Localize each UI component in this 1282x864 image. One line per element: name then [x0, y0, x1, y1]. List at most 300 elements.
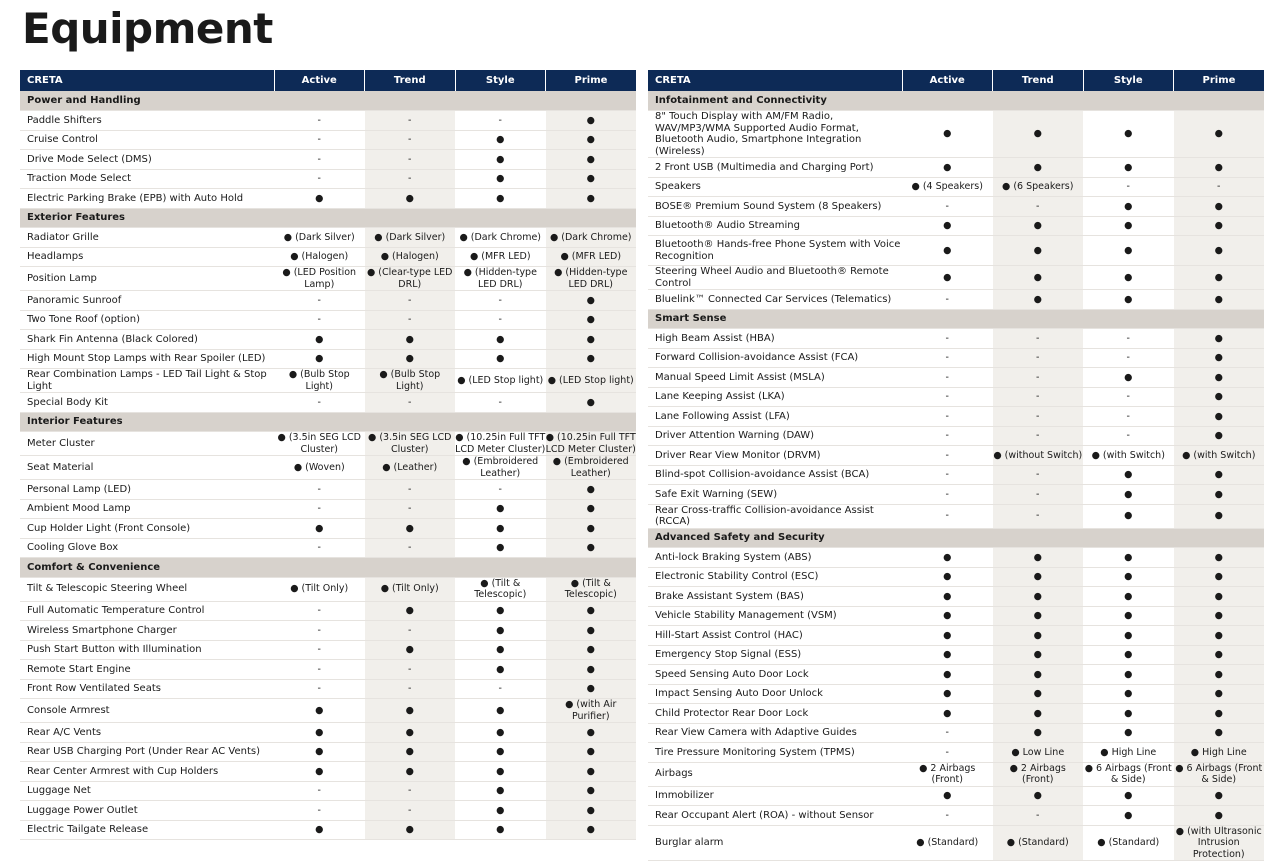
table-row [20, 393, 636, 413]
table-row [648, 762, 1264, 786]
feature-value: - [1083, 348, 1174, 368]
feature-value: ● [546, 820, 637, 840]
feature-value: ● (Halogen) [274, 247, 365, 267]
table-row [648, 111, 1264, 158]
table-row [20, 499, 636, 519]
feature-value: - [993, 197, 1084, 217]
feature-value: ● [546, 538, 637, 558]
feature-value: ● (Tilt Only) [365, 577, 456, 601]
feature-value: ● [1083, 236, 1174, 266]
feature-value: ● [902, 158, 993, 178]
feature-value: ● (3.5in SEG LCD Cluster) [274, 432, 365, 456]
table-row [648, 606, 1264, 626]
feature-value: ● [365, 742, 456, 762]
feature-value: ● 6 Airbags (Front & Side) [1175, 762, 1263, 785]
feature-value: - [274, 660, 365, 680]
feature-value: ● [546, 679, 637, 699]
feature-value: ● [1083, 626, 1174, 646]
feature-value: ● [1174, 567, 1265, 587]
table-row [20, 150, 636, 170]
feature-value: ● [1174, 111, 1265, 158]
feature-value: ● [902, 266, 993, 290]
table-row [20, 801, 636, 821]
table-row [648, 485, 1264, 505]
table-row [648, 387, 1264, 407]
feature-value: ● [1083, 587, 1174, 607]
feature-value: ● [1174, 587, 1265, 607]
feature-value: ● [993, 216, 1084, 236]
table-row [648, 626, 1264, 646]
header-trim: Prime [1174, 70, 1265, 91]
table-row [20, 228, 636, 248]
feature-value: ● [546, 393, 637, 413]
table-row [20, 577, 636, 601]
feature-value: ● (Standard) [1083, 825, 1174, 861]
header-trim: Prime [546, 70, 637, 91]
feature-value: - [365, 393, 456, 413]
feature-value: - [274, 130, 365, 150]
feature-value: ● (4 Speakers) [902, 177, 993, 197]
feature-value: - [1083, 387, 1174, 407]
feature-value: ● [546, 723, 637, 743]
feature-name: Safe Exit Warning (SEW) [648, 485, 902, 505]
feature-value: - [274, 169, 365, 189]
feature-value: ● [455, 820, 546, 840]
feature-value: - [274, 291, 365, 311]
feature-value: - [455, 111, 546, 131]
table-row [20, 456, 636, 480]
feature-value: ● [455, 660, 546, 680]
feature-value: - [902, 743, 993, 763]
feature-value: ● [274, 699, 365, 723]
feature-value: - [993, 806, 1084, 826]
table-row [648, 266, 1264, 290]
feature-value: ● (LED Stop light) [455, 369, 546, 393]
feature-value: ● [902, 645, 993, 665]
feature-value: ● [455, 169, 546, 189]
feature-name: Full Automatic Temperature Control [20, 601, 274, 621]
feature-value: ● [455, 130, 546, 150]
feature-value: - [902, 465, 993, 485]
feature-name: Electric Tailgate Release [20, 820, 274, 840]
feature-value: - [1174, 177, 1265, 197]
feature-value: ● [455, 330, 546, 350]
table-row [20, 723, 636, 743]
header-trim: Trend [365, 70, 456, 91]
feature-name: Traction Mode Select [20, 169, 274, 189]
section-header [20, 412, 636, 432]
feature-value: ● [365, 699, 456, 723]
feature-value: - [274, 499, 365, 519]
feature-value: - [993, 329, 1084, 349]
feature-value: ● [1083, 606, 1174, 626]
feature-name: High Beam Assist (HBA) [648, 329, 902, 349]
table-row [648, 177, 1264, 197]
table-row [20, 310, 636, 330]
feature-value: - [274, 601, 365, 621]
feature-name: Remote Start Engine [20, 660, 274, 680]
section-title: Power and Handling [20, 91, 636, 111]
feature-name: Cruise Control [20, 130, 274, 150]
table-row [648, 426, 1264, 446]
feature-value: ● [546, 499, 637, 519]
feature-value: ● [902, 216, 993, 236]
feature-value: - [993, 426, 1084, 446]
feature-value: ● [1174, 626, 1265, 646]
feature-value: - [365, 660, 456, 680]
feature-value: ● [1174, 548, 1265, 568]
feature-value: ● [274, 723, 365, 743]
table-row [20, 291, 636, 311]
feature-value: ● [1083, 368, 1174, 388]
feature-name: Special Body Kit [20, 393, 274, 413]
feature-value: - [902, 348, 993, 368]
feature-value: - [993, 348, 1084, 368]
feature-value: ● [1083, 465, 1174, 485]
feature-name: Wireless Smartphone Charger [20, 621, 274, 641]
feature-value: ● [455, 742, 546, 762]
feature-value: - [902, 368, 993, 388]
feature-value: - [274, 150, 365, 170]
feature-value: - [365, 679, 456, 699]
feature-value: ● [1174, 704, 1265, 724]
feature-value: ● (Woven) [274, 456, 365, 480]
table-row [648, 684, 1264, 704]
feature-value: ● [993, 606, 1084, 626]
section-header [648, 309, 1264, 329]
feature-name: Shark Fin Antenna (Black Colored) [20, 330, 274, 350]
feature-name: Two Tone Roof (option) [20, 310, 274, 330]
feature-value: ● [902, 548, 993, 568]
feature-value: ● (Clear-type LED DRL) [365, 267, 456, 291]
feature-value: ● [902, 704, 993, 724]
feature-value: ● [993, 587, 1084, 607]
table-row [648, 645, 1264, 665]
feature-value: ● [993, 645, 1084, 665]
feature-value: - [365, 130, 456, 150]
feature-name: Blind-spot Collision-avoidance Assist (BCA) [648, 465, 902, 485]
feature-value: ● [1083, 548, 1174, 568]
feature-value: ● [546, 189, 637, 209]
feature-value: - [902, 387, 993, 407]
feature-value: ● [455, 781, 546, 801]
feature-name: 2 Front USB (Multimedia and Charging Port) [648, 158, 902, 178]
feature-value: ● [455, 601, 546, 621]
table-row [20, 762, 636, 782]
feature-value: ● (Hidden-type LED DRL) [455, 267, 546, 291]
table-row [648, 465, 1264, 485]
table-row [648, 806, 1264, 826]
table-row [20, 820, 636, 840]
feature-value: ● [902, 567, 993, 587]
feature-name: High Mount Stop Lamps with Rear Spoiler (LED) [20, 349, 274, 369]
feature-value: ● (Leather) [365, 456, 456, 480]
feature-value: - [365, 291, 456, 311]
feature-value: ● (Embroidered Leather) [455, 456, 546, 480]
feature-value: ● [993, 684, 1084, 704]
feature-value: ● [546, 742, 637, 762]
feature-value: ● [1083, 704, 1174, 724]
feature-value: ● [902, 665, 993, 685]
feature-value: ● [1083, 504, 1174, 528]
table-row [20, 369, 636, 393]
table-row [20, 519, 636, 539]
feature-value: ● [1083, 786, 1174, 806]
feature-name: Bluetooth® Audio Streaming [648, 216, 902, 236]
feature-value: ● (Dark Silver) [274, 228, 365, 248]
feature-value: ● [993, 626, 1084, 646]
feature-value: ● [455, 699, 546, 723]
feature-value: - [902, 806, 993, 826]
feature-value: ● [546, 762, 637, 782]
feature-value: ● (Halogen) [365, 247, 456, 267]
feature-value: ● [365, 189, 456, 209]
table-row [20, 349, 636, 369]
feature-value: ● (Standard) [993, 825, 1084, 861]
feature-name: Brake Assistant System (BAS) [648, 587, 902, 607]
feature-name: Meter Cluster [20, 432, 274, 456]
table-row [648, 786, 1264, 806]
page-title: Equipment [22, 4, 273, 53]
table-row [648, 368, 1264, 388]
feature-value: - [274, 111, 365, 131]
feature-value: ● [993, 266, 1084, 290]
section-title: Smart Sense [648, 309, 1264, 329]
feature-name: Cup Holder Light (Front Console) [20, 519, 274, 539]
feature-name: Cooling Glove Box [20, 538, 274, 558]
feature-value: ● High Line [1174, 743, 1265, 763]
feature-value: ● [455, 723, 546, 743]
header-trim: Style [455, 70, 546, 91]
feature-value: - [274, 538, 365, 558]
feature-name: Headlamps [20, 247, 274, 267]
feature-value: ● [1083, 485, 1174, 505]
feature-value: - [455, 291, 546, 311]
table-row [20, 742, 636, 762]
table-row [648, 329, 1264, 349]
feature-value: ● [455, 499, 546, 519]
feature-name: Driver Rear View Monitor (DRVM) [648, 446, 902, 466]
table-row [648, 216, 1264, 236]
table-row [20, 781, 636, 801]
feature-value: ● [1174, 465, 1265, 485]
feature-value: ● (MFR LED) [455, 247, 546, 267]
header-model: CRETA [648, 70, 902, 91]
feature-value: ● [993, 704, 1084, 724]
table-row [20, 679, 636, 699]
feature-name: Child Protector Rear Door Lock [648, 704, 902, 724]
feature-name: Electronic Stability Control (ESC) [648, 567, 902, 587]
table-row [20, 130, 636, 150]
feature-value: ● [274, 330, 365, 350]
feature-name: Electric Parking Brake (EPB) with Auto Hold [20, 189, 274, 209]
feature-value: ● [546, 111, 637, 131]
feature-value: ● (Dark Chrome) [546, 228, 637, 248]
section-header [20, 208, 636, 228]
feature-value: ● [1174, 665, 1265, 685]
feature-name: Immobilizer [648, 786, 902, 806]
feature-value: - [993, 465, 1084, 485]
feature-name: Drive Mode Select (DMS) [20, 150, 274, 170]
feature-value: ● (Tilt & Telescopic) [546, 577, 637, 601]
feature-value: ● (6 Speakers) [993, 177, 1084, 197]
feature-value: - [274, 393, 365, 413]
feature-value: ● [1174, 216, 1265, 236]
feature-value: ● [365, 601, 456, 621]
feature-name: Bluelink™ Connected Car Services (Telematics) [648, 290, 902, 310]
feature-name: Tire Pressure Monitoring System (TPMS) [648, 743, 902, 763]
feature-value: ● [902, 786, 993, 806]
feature-value: - [274, 310, 365, 330]
feature-value: ● [1083, 266, 1174, 290]
feature-value: - [365, 310, 456, 330]
feature-value: ● [1174, 723, 1265, 743]
table-row [648, 407, 1264, 427]
feature-value: - [274, 801, 365, 821]
feature-name: Panoramic Sunroof [20, 291, 274, 311]
table-row [648, 348, 1264, 368]
table-row [648, 743, 1264, 763]
feature-value: ● [365, 640, 456, 660]
feature-value: - [902, 485, 993, 505]
feature-value: ● [993, 290, 1084, 310]
feature-value: - [365, 538, 456, 558]
feature-value: ● (LED Stop light) [546, 369, 637, 393]
feature-value: ● [993, 236, 1084, 266]
feature-value: ● (Dark Chrome) [455, 228, 546, 248]
feature-value: ● [274, 519, 365, 539]
feature-value: - [274, 621, 365, 641]
feature-value: ● [365, 519, 456, 539]
feature-value: ● [1174, 329, 1265, 349]
feature-value: ● [1174, 407, 1265, 427]
feature-value: ● (10.25in Full TFT LCD Meter Cluster) [545, 432, 636, 455]
feature-value: - [365, 801, 456, 821]
feature-name: Rear Center Armrest with Cup Holders [20, 762, 274, 782]
feature-name: Rear USB Charging Port (Under Rear AC Vents) [20, 742, 274, 762]
section-header [20, 91, 636, 111]
feature-value: ● [1083, 806, 1174, 826]
feature-value: ● (Tilt & Telescopic) [455, 577, 546, 601]
feature-name: Radiator Grille [20, 228, 274, 248]
feature-value: - [365, 111, 456, 131]
feature-value: - [365, 499, 456, 519]
feature-value: - [902, 197, 993, 217]
feature-value: ● [546, 310, 637, 330]
feature-name: Push Start Button with Illumination [20, 640, 274, 660]
feature-value: ● (Bulb Stop Light) [365, 369, 456, 393]
feature-value: ● [1083, 684, 1174, 704]
feature-value: ● [902, 236, 993, 266]
feature-name: Rear Occupant Alert (ROA) - without Sensor [648, 806, 902, 826]
feature-value: - [365, 781, 456, 801]
feature-value: ● [455, 538, 546, 558]
feature-value: ● [1083, 111, 1174, 158]
feature-value: ● [1174, 368, 1265, 388]
feature-value: - [993, 485, 1084, 505]
feature-name: BOSE® Premium Sound System (8 Speakers) [648, 197, 902, 217]
table-row [648, 723, 1264, 743]
feature-value: - [1083, 407, 1174, 427]
table-row [20, 267, 636, 291]
feature-value: ● [365, 820, 456, 840]
feature-value: ● [365, 349, 456, 369]
feature-value: ● [546, 169, 637, 189]
feature-value: ● (Tilt Only) [274, 577, 365, 601]
feature-value: ● [902, 626, 993, 646]
feature-name: Tilt & Telescopic Steering Wheel [20, 577, 274, 601]
feature-value: ● [365, 330, 456, 350]
table-row [648, 446, 1264, 466]
section-title: Advanced Safety and Security [648, 528, 1264, 548]
equipment-table-right [648, 70, 1264, 861]
feature-value: ● [274, 820, 365, 840]
feature-value: ● [546, 781, 637, 801]
feature-value: ● [546, 330, 637, 350]
feature-value: ● [274, 189, 365, 209]
section-title: Interior Features [20, 412, 636, 432]
feature-value: ● [1174, 645, 1265, 665]
table-row [648, 567, 1264, 587]
feature-name: Paddle Shifters [20, 111, 274, 131]
feature-value: ● [546, 150, 637, 170]
feature-value: ● [365, 762, 456, 782]
feature-value: ● [1174, 504, 1265, 528]
feature-value: - [902, 407, 993, 427]
feature-value: ● [1174, 684, 1265, 704]
feature-name: Rear View Camera with Adaptive Guides [648, 723, 902, 743]
feature-value: - [365, 150, 456, 170]
feature-value: ● [1083, 158, 1174, 178]
feature-value: ● [902, 587, 993, 607]
feature-value: - [902, 504, 993, 528]
table-row [20, 699, 636, 723]
table-row [648, 548, 1264, 568]
feature-value: ● [1174, 806, 1265, 826]
feature-value: ● [993, 111, 1084, 158]
feature-value: ● [1174, 387, 1265, 407]
table-row [648, 504, 1264, 528]
feature-name: Driver Attention Warning (DAW) [648, 426, 902, 446]
feature-value: ● [546, 801, 637, 821]
feature-value: ● [1174, 197, 1265, 217]
feature-value: ● [993, 158, 1084, 178]
feature-value: ● (with Switch) [1174, 446, 1265, 466]
feature-name: Position Lamp [20, 267, 274, 291]
feature-name: Rear A/C Vents [20, 723, 274, 743]
feature-value: - [274, 640, 365, 660]
feature-value: - [902, 426, 993, 446]
feature-name: Airbags [648, 762, 902, 786]
feature-value: ● 2 Airbags (Front) [902, 762, 993, 786]
feature-value: - [455, 480, 546, 500]
feature-name: Ambient Mood Lamp [20, 499, 274, 519]
feature-value: - [455, 310, 546, 330]
table-row [20, 111, 636, 131]
feature-value: ● [1174, 266, 1265, 290]
feature-value: ● [365, 723, 456, 743]
section-header [648, 91, 1264, 111]
feature-value: ● [1174, 236, 1265, 266]
feature-value: ● (with Ultrasonic Intrusion Protection) [1174, 825, 1265, 861]
feature-value: ● [546, 291, 637, 311]
table-row [20, 621, 636, 641]
feature-value: ● [546, 621, 637, 641]
table-row [648, 197, 1264, 217]
table-row [20, 330, 636, 350]
feature-value: ● (LED Position Lamp) [274, 267, 365, 291]
feature-value: - [274, 781, 365, 801]
